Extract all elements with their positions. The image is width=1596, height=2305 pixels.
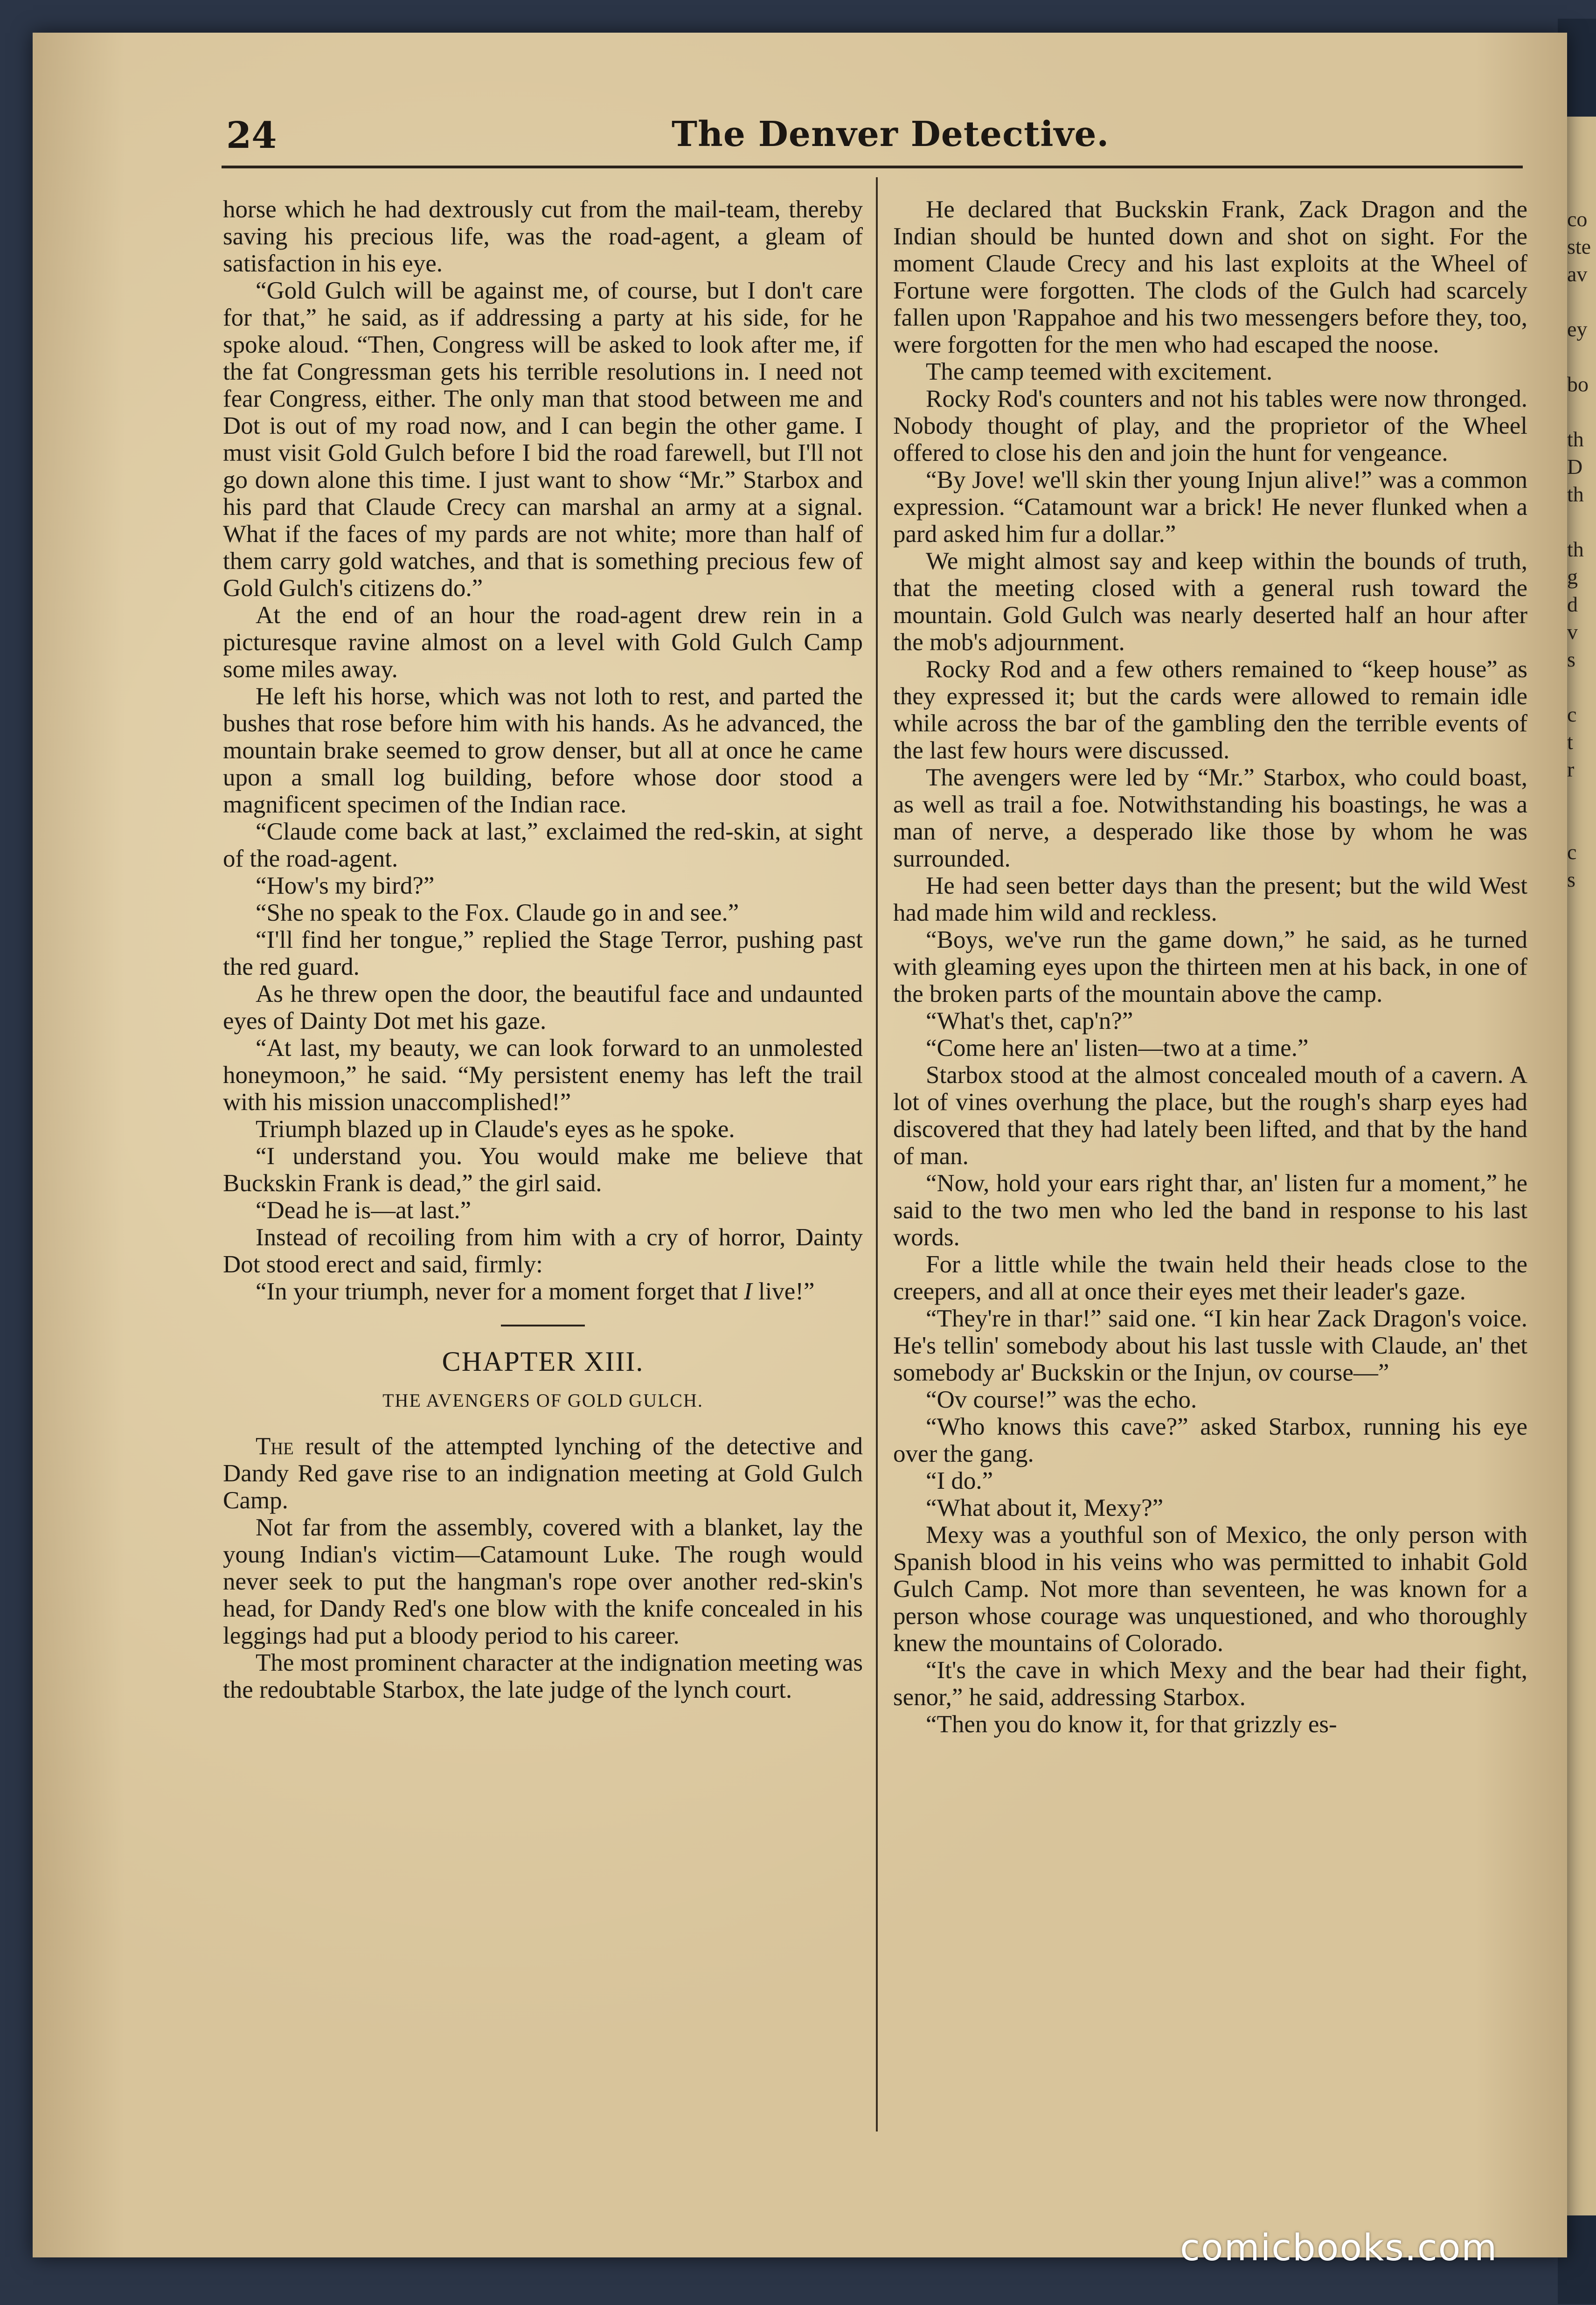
next-page-fragment: D	[1567, 455, 1583, 479]
next-page-fragment: c	[1567, 840, 1577, 864]
paragraph: At the end of an hour the road-agent drew rein in a picturesque ravine almost on a level with Gold Gulch Camp some miles away.	[223, 602, 863, 683]
paragraph: “Who knows this cave?” asked Starbox, running his eye over the gang.	[893, 1413, 1527, 1467]
paragraph: As he threw open the door, the beautiful face and undaunted eyes of Dainty Dot met his gaze.	[223, 980, 863, 1034]
chapter-rule	[501, 1325, 585, 1326]
paragraph: Mexy was a youthful son of Mexico, the only person with Spanish blood in his veins who was permitted to inhabit Gold Gulch Camp. Not more than seventeen, he was known for a person whose courage was unquestioned, and who thoroughly knew the mountains of Colorado.	[893, 1521, 1527, 1657]
paragraph: He had seen better days than the present; but the wild West had made him wild and reckless.	[893, 872, 1527, 926]
paragraph: “They're in thar!” said one. “I kin hear Zack Dragon's voice. He's tellin' somebody about his last tussle with Claude, an' thet somebody ar' Buckskin or the Injun, ov course—”	[893, 1305, 1527, 1386]
paragraph: The camp teemed with excitement.	[926, 358, 1273, 385]
next-page-fragment: ey	[1567, 317, 1588, 341]
paragraph: “I understand you. You would make me believe that Buckskin Frank is dead,” the girl said.	[223, 1143, 863, 1197]
next-page-fragment	[1567, 893, 1595, 921]
paragraph: Rocky Rod's counters and not his tables were now thronged. Nobody thought of play, and the proprietor of the Wheel offered to close his den and join the hunt for vengeance.	[893, 385, 1527, 466]
next-page-fragment	[1567, 1031, 1595, 1058]
right-column	[893, 196, 1527, 1738]
next-page-fragment	[1567, 398, 1595, 425]
next-page-fragment	[1567, 948, 1595, 976]
paragraph: “Now, hold your ears right thar, an' listen fur a moment,” he said to the two men who led the band in response to his last words.	[893, 1170, 1527, 1251]
next-page-fragment	[1567, 508, 1595, 535]
paragraph: Starbox stood at the almost concealed mouth of a cavern. A lot of vines overhung the place, but the rough's sharp eyes had discovered that they had lately been lifted, and that by the hand of man.	[893, 1062, 1527, 1170]
next-page-fragment: th	[1567, 537, 1584, 561]
paragraph: “Claude come back at last,” exclaimed the red-skin, at sight of the road-agent.	[223, 818, 863, 872]
next-page-fragment	[1567, 976, 1595, 1003]
next-page-fragments	[1567, 205, 1595, 1086]
next-page-fragment: t	[1567, 730, 1573, 754]
paragraph-last-line	[223, 1278, 863, 1305]
next-page-fragment: s	[1567, 647, 1575, 671]
chapter-opening-paragraph	[223, 1433, 863, 1514]
paragraph: Triumph blazed up in Claude's eyes as he spoke.	[256, 1116, 735, 1143]
paragraph: “Then you do know it, for that grizzly es-	[926, 1711, 1337, 1738]
next-page-fragment: d	[1567, 592, 1578, 616]
header-rule	[222, 166, 1523, 168]
paragraph: “Gold Gulch will be against me, of course, but I don't care for that,” he said, as if addressing a party at his side, for he spoke aloud. “Then, Congress will be asked to look after me, if the fat Congressman gets his terrible resolutions in. I need not fear Congress, either. The only man that stood between me and Dot is out of my road now, and I can begin the other game. I must visit Gold Gulch before I bid the road farewell, but I'll not go down alone this time. I just want to show “Mr.” Starbox and his pard that Claude Crecy can marshal an army at a signal. What if the faces of my pards are not white; more than half of them carry gold watches, and that is something precious few of Gold Gulch's citizens do.”	[223, 277, 863, 602]
paragraph: The most prominent character at the indignation meeting was the redoubtable Starbox, the late judge of the lynch court.	[223, 1649, 863, 1703]
paragraph: For a little while the twain held their heads close to the creepers, and all at once their eyes met their leader's gaze.	[893, 1251, 1527, 1305]
paragraph: “Come here an' listen—two at a time.”	[926, 1034, 1309, 1062]
paragraph: “How's my bird?”	[256, 872, 435, 899]
paragraph: Rocky Rod and a few others remained to “keep house” as they expressed it; but the cards were allowed to remain idle while across the bar of the gambling den the terrible events of the last few hours were discussed.	[893, 656, 1527, 764]
next-page-fragment: bo	[1567, 372, 1589, 396]
paragraph: “Ov course!” was the echo.	[926, 1386, 1197, 1413]
text-run: “In your triumph, never for a moment forget that	[256, 1278, 744, 1305]
running-title: The Denver Detective.	[672, 114, 1110, 154]
next-page-fragment: c	[1567, 702, 1577, 726]
next-page-fragment	[1567, 1058, 1595, 1086]
left-column	[223, 196, 863, 1703]
next-page-fragment: av	[1567, 262, 1588, 286]
next-page-fragment	[1567, 673, 1595, 701]
next-page-fragment	[1567, 288, 1595, 315]
paragraph: Not far from the assembly, covered with a blanket, lay the young Indian's victim—Catamount Luke. The rough would never seek to put the hangman's rope over another red-skin's head, for Dandy Red's one blow with the knife concealed in his leggings had put a bloody period to his career.	[223, 1514, 863, 1649]
paragraph: horse which he had dextrously cut from the mail-team, thereby saving his precious life, was the road-agent, a gleam of satisfaction in his eye.	[223, 196, 863, 277]
chapter-subtitle: THE AVENGERS OF GOLD GULCH.	[382, 1390, 703, 1411]
next-page-fragment: v	[1567, 620, 1578, 644]
paragraph: He left his horse, which was not loth to rest, and parted the bushes that rose before him with his hands. As he advanced, the mountain brake seemed to grow denser, but all at once he came upon a small log building, before whose door stood a magnificent specimen of the Indian race.	[223, 683, 863, 818]
next-page-fragment: ste	[1567, 235, 1591, 258]
next-page-fragment: g	[1567, 565, 1578, 589]
watermark-text: comicbooks.com	[1180, 2227, 1498, 2269]
paragraph: “Dead he is—at last.”	[256, 1197, 472, 1224]
paragraph: “It's the cave in which Mexy and the bear had their fight, senor,” he said, addressing Starbox.	[893, 1657, 1527, 1711]
column-divider	[876, 177, 878, 2131]
paragraph: He declared that Buckskin Frank, Zack Dragon and the Indian should be hunted down and shot on sight. For the moment Claude Crecy and his last exploits at the Wheel of Fortune were forgotten. The clods of the Gulch had scarcely fallen upon 'Rappahoe and his two messengers before they, too, were forgotten for the men who had escaped the noose.	[893, 196, 1527, 358]
next-page-fragment: th	[1567, 427, 1584, 451]
next-page-fragment	[1567, 1003, 1595, 1031]
next-page-fragment: th	[1567, 482, 1584, 506]
next-page-fragment	[1567, 921, 1595, 948]
paragraph: “I do.”	[926, 1467, 993, 1494]
drop-word: The	[256, 1433, 294, 1460]
next-page-fragment	[1567, 343, 1595, 370]
text-run: result of the attempted lynching of the detective and Dandy Red gave rise to an indignation meeting at Gold Gulch Camp.	[223, 1433, 863, 1514]
page-number: 24	[226, 114, 277, 157]
next-page-fragment: s	[1567, 868, 1575, 891]
paragraph: “At last, my beauty, we can look forward to an unmolested honeymoon,” he said. “My persistent enemy has left the trail with his mission unaccomplished!”	[223, 1034, 863, 1116]
text-run: live!”	[752, 1278, 815, 1305]
chapter-heading: CHAPTER XIII.	[442, 1346, 644, 1377]
paragraph: “By Jove! we'll skin ther young Injun alive!” was a common expression. “Catamount war a brick! He never flunked when a pard asked him fur a dollar.”	[893, 466, 1527, 548]
paragraph: “Boys, we've run the game down,” he said, as he turned with gleaming eyes upon the thirteen men at his back, in one of the broken parts of the mountain above the camp.	[893, 926, 1527, 1007]
next-page-fragment: r	[1567, 757, 1575, 781]
italic-word: I	[743, 1278, 752, 1305]
next-page-fragment: co	[1567, 207, 1588, 231]
paragraph: The avengers were led by “Mr.” Starbox, who could boast, as well as trail a foe. Notwithstanding his boastings, he was a man of nerve, a desperado like those by whom he was surrounded.	[893, 764, 1527, 872]
paragraph: “What about it, Mexy?”	[926, 1494, 1164, 1521]
next-page-fragment	[1567, 783, 1595, 811]
paragraph: “I'll find her tongue,” replied the Stage Terror, pushing past the red guard.	[223, 926, 863, 980]
paragraph: We might almost say and keep within the bounds of truth, that the meeting closed with a general rush toward the mountain. Gold Gulch was nearly deserted half an hour after the mob's adjournment.	[893, 548, 1527, 656]
next-page-fragment	[1567, 811, 1595, 838]
paragraph: “What's thet, cap'n?”	[926, 1007, 1133, 1034]
paragraph: “She no speak to the Fox. Claude go in and see.”	[256, 899, 739, 926]
paragraph: Instead of recoiling from him with a cry of horror, Dainty Dot stood erect and said, firmly:	[223, 1224, 863, 1278]
